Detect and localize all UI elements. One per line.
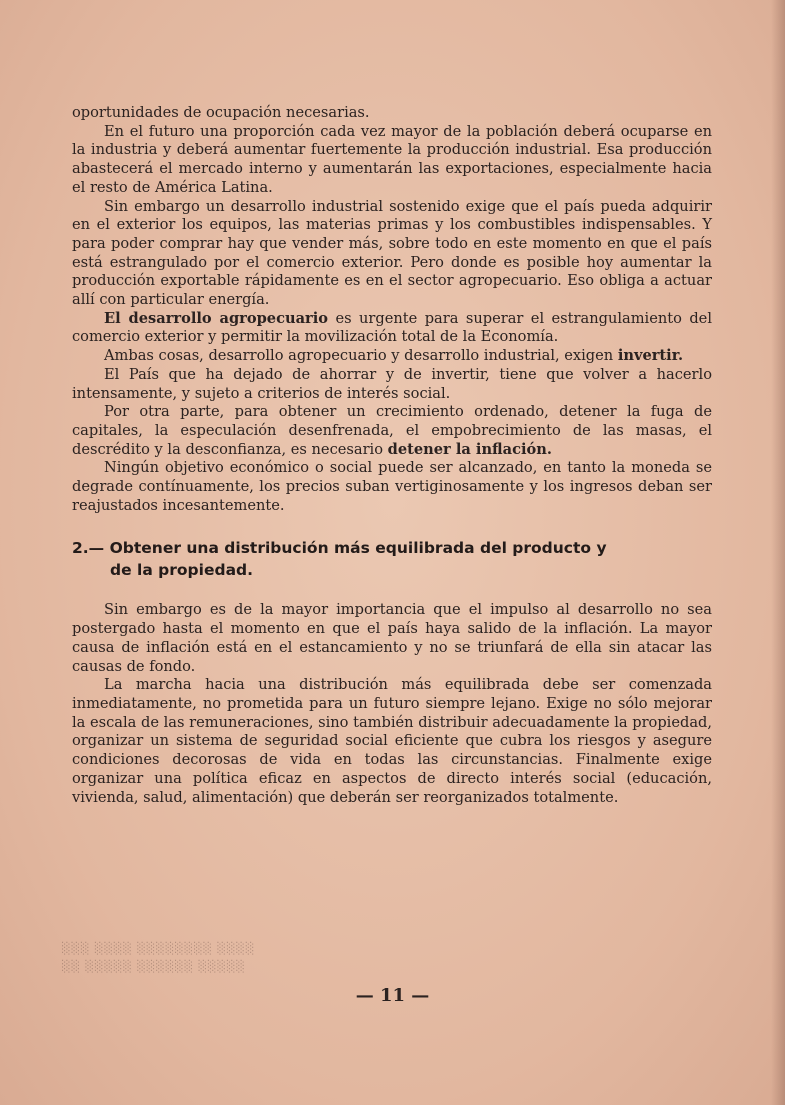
section-heading bbox=[72, 537, 712, 581]
paragraph-7: Por otra parte, para obtener un crecimiento ordenado, detener la fuga de capitales, la especulación desenfrenada, el empobrecimiento de las masas, el descrédito y la desconfianza, es necesario detener la inflación. bbox=[72, 403, 712, 458]
bleed-through-smudge: ░░░ ░░░░ ░░░░░░░░ ░░░░ ░░ ░░░░░ ░░░░░░ ░░░░░ bbox=[62, 942, 256, 973]
bold-tail: invertir. bbox=[617, 347, 684, 365]
page-number: — 11 — bbox=[355, 985, 430, 1006]
paragraph-10: La marcha hacia una distribución más equilibrada debe ser comenzada inmediatamente, no prometida para un futuro siempre lejano. Exige no sólo mejorar la escala de las remuneraciones, sino también distribuir adecuadamente la propiedad, organizar un sistema de seguridad social eficiente que cubra los riesgos y asegure condiciones decorosas de vida en todas las circunstancias. Finalmente exige organizar una política eficaz en aspectos de directo interés social (educación, vivienda, salud, alimentación) que deberán ser reorganizados totalmente. bbox=[72, 676, 713, 806]
section-after-heading bbox=[72, 601, 712, 807]
paragraph-4: El desarrollo agropecuario es urgente para superar el estrangulamiento del comercio exterior y permitir la movilización total de la Economía. bbox=[72, 309, 712, 346]
paragraph-8: Ningún objetivo económico o social puede ser alcanzado, en tanto la moneda se degrade contínuamente, los precios suban vertiginosamente y los ingresos deban ser reajustados incesantemente. bbox=[72, 459, 712, 514]
heading-number: 2.— bbox=[72, 539, 105, 558]
page-edge-shadow bbox=[771, 0, 785, 1105]
section-before-heading bbox=[72, 104, 712, 515]
paragraph-2: En el futuro una proporción cada vez mayor de la población deberá ocuparse en la industria y deberá aumentar fuertemente la producción industrial. Esa producción abastecerá el mercado interno y aumentarán las exportaciones, especialmente hacia el resto de América Latina. bbox=[72, 122, 712, 196]
heading-line-1: Obtener una distribución más equilibrada del producto y bbox=[109, 539, 607, 558]
page-body bbox=[72, 104, 712, 807]
paragraph-5: Ambas cosas, desarrollo agropecuario y desarrollo industrial, exigen invertir. bbox=[104, 347, 684, 365]
heading-line-2: de la propiedad. bbox=[110, 561, 254, 580]
paragraph-9: Sin embargo es de la mayor importancia que el impulso al desarrollo no sea postergado hasta el momento en que el país haya salido de la inflación. La mayor causa de inflación está en el estancamiento y no se triunfará de ella sin atacar las causas de fondo. bbox=[72, 601, 712, 675]
paragraph-3: Sin embargo un desarrollo industrial sostenido exige que el país pueda adquirir en el exterior los equipos, las materias primas y los combustibles indispensables. Y para poder comprar hay que vender más, sobre todo en este momento en que el país está estrangulado por el comercio exterior. Pero donde es posible hoy aumentar la producción exportable rápidamente es en el sector agropecuario. Eso obliga a actuar allí con particular energía. bbox=[72, 197, 712, 309]
paragraph-1: oportunidades de ocupación necesarias. bbox=[72, 104, 370, 121]
bold-tail: detener la inflación. bbox=[387, 440, 552, 458]
bold-lead: El desarrollo agropecuario bbox=[104, 309, 329, 327]
paragraph-6: El País que ha dejado de ahorrar y de invertir, tiene que volver a hacerlo intensamente, y sujeto a criterios de interés social. bbox=[72, 365, 712, 402]
